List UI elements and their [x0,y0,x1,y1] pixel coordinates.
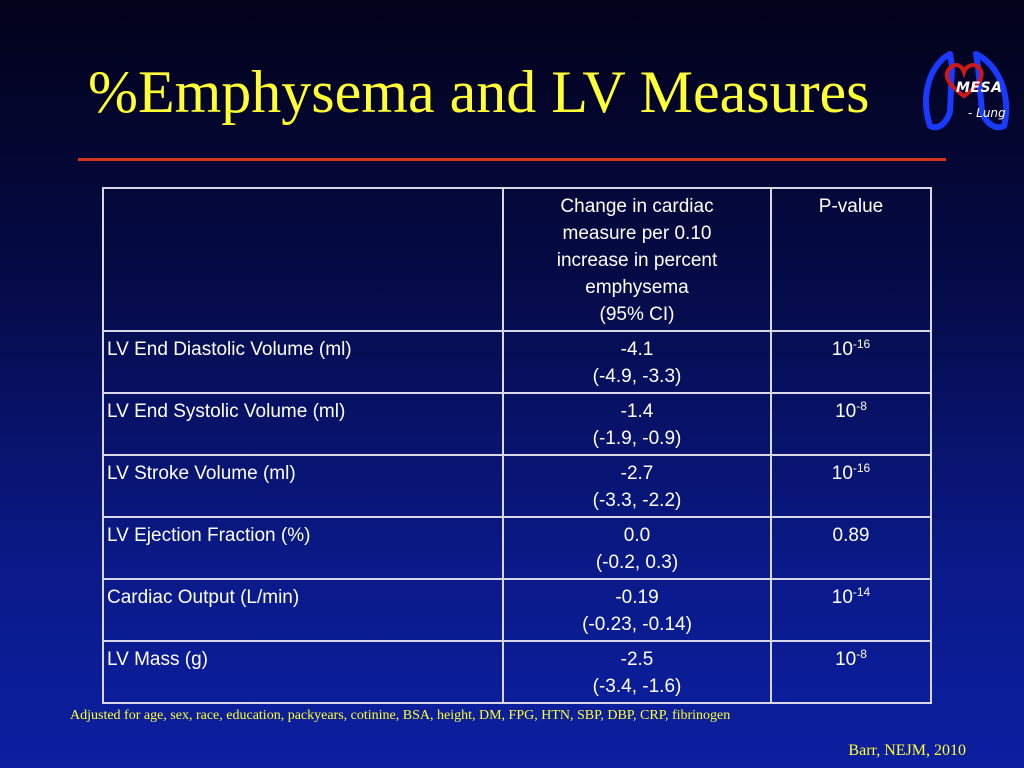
table-row [103,331,931,393]
pvalue-exponent: -16 [852,337,871,351]
table-row [103,517,931,579]
title-divider [78,158,946,161]
pvalue-cell [771,455,931,517]
row-label: LV Mass (g) [103,641,503,703]
pvalue-cell [771,641,931,703]
pvalue-base: 10 [831,463,853,484]
row-label: LV Stroke Volume (ml) [103,455,503,517]
confidence-interval: (-3.4, -1.6) [592,676,682,697]
confidence-interval: (-0.2, 0.3) [595,552,679,573]
row-label: Cardiac Output (L/min) [103,579,503,641]
confidence-interval: (-3.3, -2.2) [592,490,682,511]
header-change-line: (95% CI) [599,304,675,325]
header-change-cell [503,188,771,331]
row-label: LV End Systolic Volume (ml) [103,393,503,455]
header-pvalue-cell: P-value [771,188,931,331]
lv-measures-table [102,187,932,704]
pvalue-exponent: -14 [852,585,871,599]
pvalue-exponent: -8 [856,399,867,413]
estimate-value: -2.7 [620,463,654,484]
header-change-line: Change in cardiac [560,196,714,217]
change-cell [503,455,771,517]
change-cell [503,517,771,579]
row-label: LV End Diastolic Volume (ml) [103,331,503,393]
pvalue-cell [771,393,931,455]
confidence-interval: (-1.9, -0.9) [592,428,682,449]
pvalue-base: 10 [835,401,857,422]
citation: Barr, NEJM, 2010 [848,742,966,759]
estimate-value: 0.0 [623,525,651,546]
confidence-interval: (-0.23, -0.14) [582,614,692,635]
confidence-interval: (-4.9, -3.3) [592,366,682,387]
slide-title: %Emphysema and LV Measures [88,59,870,125]
header-change-line: increase in percent [556,250,718,271]
change-cell [503,393,771,455]
logo-brand: MESA [956,80,1003,96]
header-change-line: emphysema [585,277,689,298]
pvalue-cell [771,517,931,579]
change-cell [503,641,771,703]
pvalue-cell [771,579,931,641]
pvalue-base: 10 [831,587,853,608]
header-change-line: measure per 0.10 [562,223,712,244]
header-blank-cell [103,188,503,331]
pvalue-exponent: -8 [856,647,867,661]
change-cell [503,579,771,641]
estimate-value: -4.1 [620,339,654,360]
estimate-value: -2.5 [620,649,654,670]
pvalue-base: 0.89 [832,525,870,546]
pvalue-cell [771,331,931,393]
change-cell [503,331,771,393]
pvalue-exponent: -16 [852,461,871,475]
estimate-value: -1.4 [620,401,654,422]
pvalue-base: 10 [835,649,857,670]
adjustment-footnote: Adjusted for age, sex, race, education, packyears, cotinine, BSA, height, DM, FPG, HTN, SBP, DBP, CRP, fibrinogen [70,708,731,723]
logo-subtitle: - Lung [968,106,1006,120]
mesa-lung-logo [916,46,1020,138]
estimate-value: -0.19 [615,587,659,608]
table-row [103,579,931,641]
table-row [103,393,931,455]
table-row [103,455,931,517]
row-label: LV Ejection Fraction (%) [103,517,503,579]
pvalue-base: 10 [831,339,853,360]
table-row [103,641,931,703]
table-header-row [103,188,931,331]
